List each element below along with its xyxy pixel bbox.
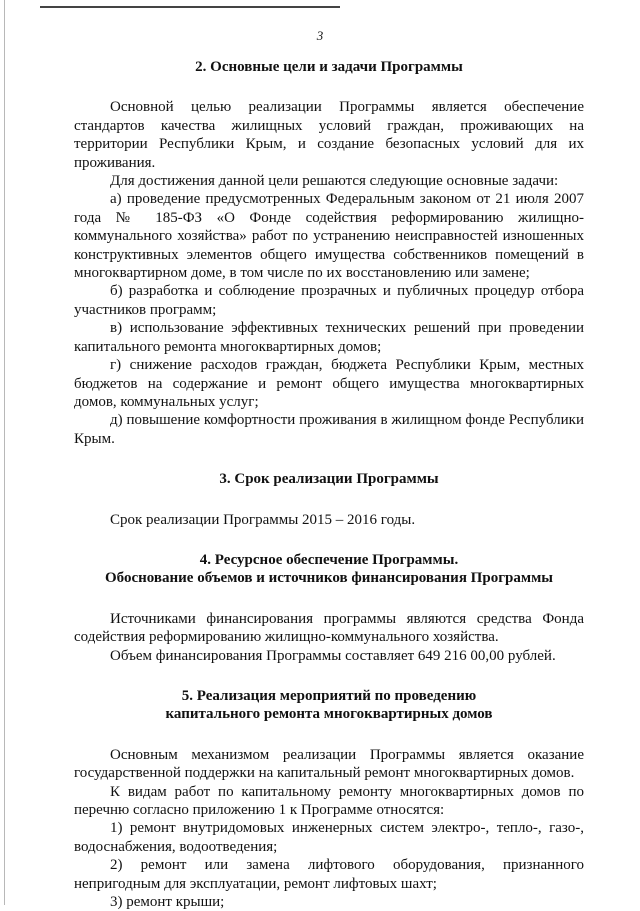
section-4-title-line-1: 4. Ресурсное обеспечение Программы.	[199, 551, 459, 568]
page-number: 3	[316, 28, 324, 43]
section-4-paragraph-2: Объем финансирования Программы составляет 649 216 00,00 рублей.	[110, 647, 556, 664]
section-2-paragraph-1: Основной целью реализации Программы является обеспечение стандартов качества жилищных условий граждан, проживающих на территории Республики Крым, и создание безопасных условий для их проживания.	[74, 99, 584, 171]
section-2-paragraph-2: Для достижения данной цели решаются следующие основные задачи:	[110, 173, 559, 190]
section-5-title-line-1: 5. Реализация мероприятий по проведению	[181, 687, 477, 704]
top-scan-rule	[40, 6, 340, 8]
section-2-title: 2. Основные цели и задачи Программы	[195, 59, 463, 75]
section-5-item-1: 1) ремонт внутридомовых инженерных систем электро-, тепло-, газо-, водоснабжения, водоотведения;	[74, 820, 584, 855]
section-3-paragraph-1: Срок реализации Программы 2015 – 2016 годы.	[110, 511, 416, 528]
section-5-paragraph-1: Основным механизмом реализации Программы является оказание государственной поддержки на капитальный ремонт многоквартирных домов.	[74, 746, 584, 782]
section-4-paragraph-1: Источниками финансирования программы являются средства Фонда содействия реформированию жилищно-коммунального хозяйства.	[74, 610, 584, 646]
section-2-item-v: в) использование эффективных технических решений при проведении капитального ремонта многоквартирных домов;	[74, 320, 584, 355]
section-3-title: 3. Срок реализации Программы	[219, 471, 439, 488]
section-2-item-b: б) разработка и соблюдение прозрачных и публичных процедур отбора участников программ;	[74, 283, 584, 318]
section-4-title-line-2: Обоснование объемов и источников финансирования Программы	[105, 570, 553, 587]
section-5-title-line-2: капитального ремонта многоквартирных домов	[165, 706, 493, 723]
section-2-item-a: а) проведение предусмотренных Федеральным законом от 21 июля 2007 года № 185-ФЗ «О Фонде содействия реформированию жилищно-коммунального хозяйства» работ по устранению неисправностей изношенных конструктивных элементов общего имущества собственников помещений в многоквартирном доме, в том числе по их восстановлению или замене;	[74, 191, 584, 282]
section-2-item-g: г) снижение расходов граждан, бюджета Республики Крым, местных бюджетов на содержание и ремонт общего имущества многоквартирных домов, коммунальных услуг;	[74, 357, 584, 410]
section-2-item-d: д) повышение комфортности проживания в жилищном фонде Республики Крым.	[74, 412, 584, 447]
document-body	[74, 58, 584, 911]
section-5-paragraph-2: К видам работ по капитальному ремонту многоквартирных домов по перечню согласно приложению 1 к Программе относятся:	[74, 783, 584, 818]
section-5-item-3: 3) ремонт крыши;	[110, 894, 225, 911]
section-5-item-2: 2) ремонт или замена лифтового оборудования, признанного непригодным для эксплуатации, ремонт лифтовых шахт;	[74, 857, 584, 892]
left-scan-edge	[4, 0, 5, 905]
